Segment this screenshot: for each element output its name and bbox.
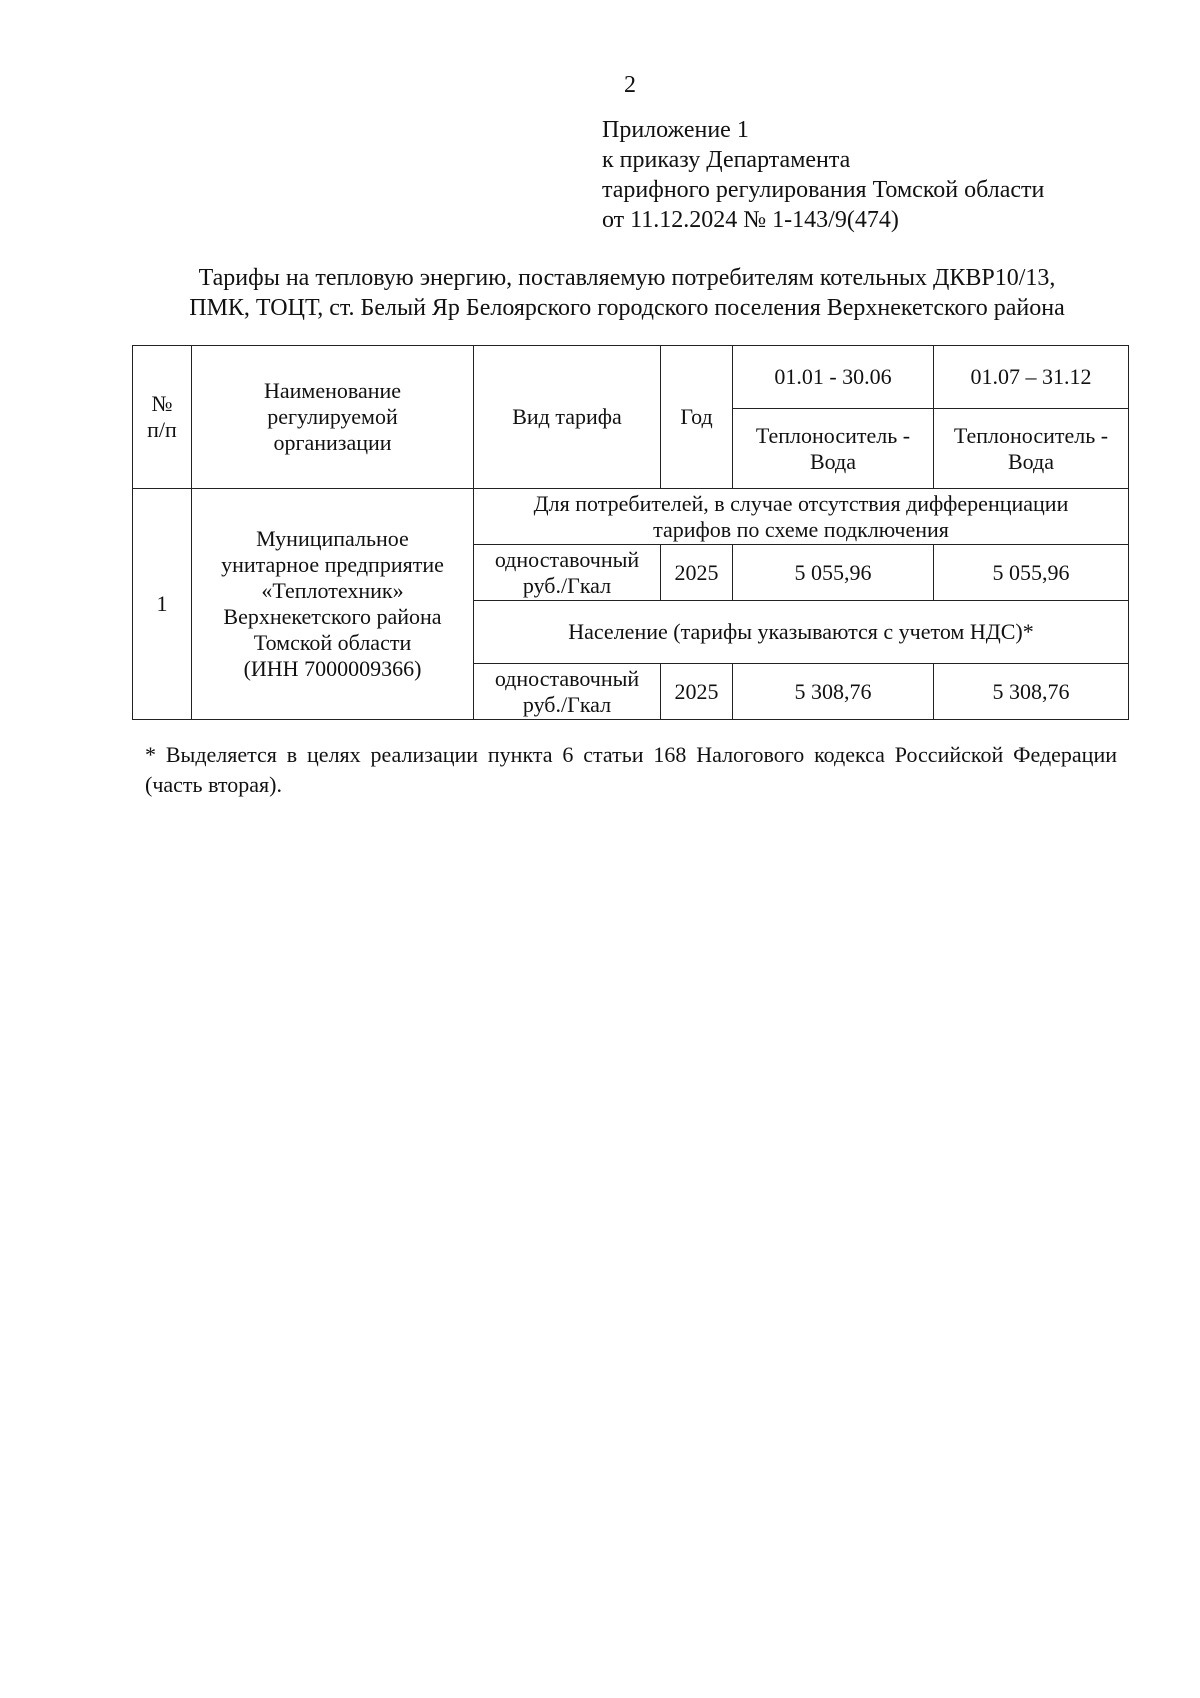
tariff-table	[132, 345, 1129, 720]
row-org-line: «Теплотехник»	[261, 578, 404, 603]
value-cell: 5 308,76	[934, 664, 1129, 720]
title-line: ПМК, ТОЦТ, ст. Белый Яр Белоярского городского поселения Верхнекетского района	[189, 295, 1065, 321]
group-label-line: тарифов по схеме подключения	[653, 516, 949, 542]
row-org-line: Томской области	[253, 630, 412, 655]
footnote: * Выделяется в целях реализации пункта 6 статьи 168 Налогового кодекса Российской Федерации (часть вторая).	[145, 742, 1117, 797]
header-org	[192, 346, 474, 489]
row-org-line: Муниципальное	[256, 526, 409, 551]
header-carrier-line: Теплоноситель -	[953, 422, 1109, 448]
value-cell: 5 055,96	[733, 545, 934, 601]
annex-line: тарифного регулирования Томской области	[602, 177, 1045, 203]
row-org-line: (ИНН 7000009366)	[243, 656, 422, 681]
value-cell: 5 055,96	[934, 545, 1129, 601]
tariff-type-cell	[474, 545, 661, 601]
row-org-line: унитарное предприятие	[221, 552, 444, 577]
annex-line: к приказу Департамента	[602, 147, 851, 173]
year-cell: 2025	[661, 545, 733, 601]
annex-block	[602, 115, 1044, 235]
row-num: 1	[133, 489, 192, 720]
header-year: Год	[661, 346, 733, 489]
header-carrier-line: Теплоноситель -	[755, 422, 911, 448]
header-carrier-line: Вода	[810, 448, 856, 474]
header-num	[133, 346, 192, 489]
table-row	[133, 489, 1129, 545]
annex-line: от 11.12.2024 № 1-143/9(474)	[602, 207, 899, 233]
header-num-line: №	[151, 391, 173, 416]
tariff-type-line: одноставочный	[494, 665, 640, 691]
header-num-line: п/п	[147, 417, 177, 442]
header-carrier-line: Вода	[1008, 448, 1054, 474]
tariff-type-line: руб./Гкал	[522, 691, 612, 717]
group-label-line: Население (тарифы указываются с учетом НДС)*	[568, 619, 1034, 644]
value-cell: 5 308,76	[733, 664, 934, 720]
tariff-type-line: руб./Гкал	[522, 572, 612, 598]
header-carrier-1	[733, 409, 934, 489]
document-title	[132, 263, 1122, 323]
year-cell: 2025	[661, 664, 733, 720]
header-org-line: Наименование	[263, 378, 402, 403]
tariff-type-cell	[474, 664, 661, 720]
header-org-line: организации	[273, 430, 392, 455]
group-label	[474, 489, 1129, 545]
row-org	[192, 489, 474, 720]
title-line: Тарифы на тепловую энергию, поставляемую потребителям котельных ДКВР10/13,	[198, 265, 1056, 291]
group-label	[474, 601, 1129, 664]
header-carrier-2	[934, 409, 1129, 489]
header-org-line: регулируемой	[267, 404, 398, 429]
header-period-2: 01.07 – 31.12	[934, 346, 1129, 409]
row-org-line: Верхнекетского района	[223, 604, 442, 629]
group-label-line: Для потребителей, в случае отсутствия дифференциации	[533, 490, 1069, 516]
tariff-type-line: одноставочный	[494, 546, 640, 572]
header-period-1: 01.01 - 30.06	[733, 346, 934, 409]
page-number: 2	[624, 72, 636, 98]
header-row	[133, 346, 1129, 409]
header-tariff-type: Вид тарифа	[474, 346, 661, 489]
annex-line: Приложение 1	[602, 117, 749, 143]
